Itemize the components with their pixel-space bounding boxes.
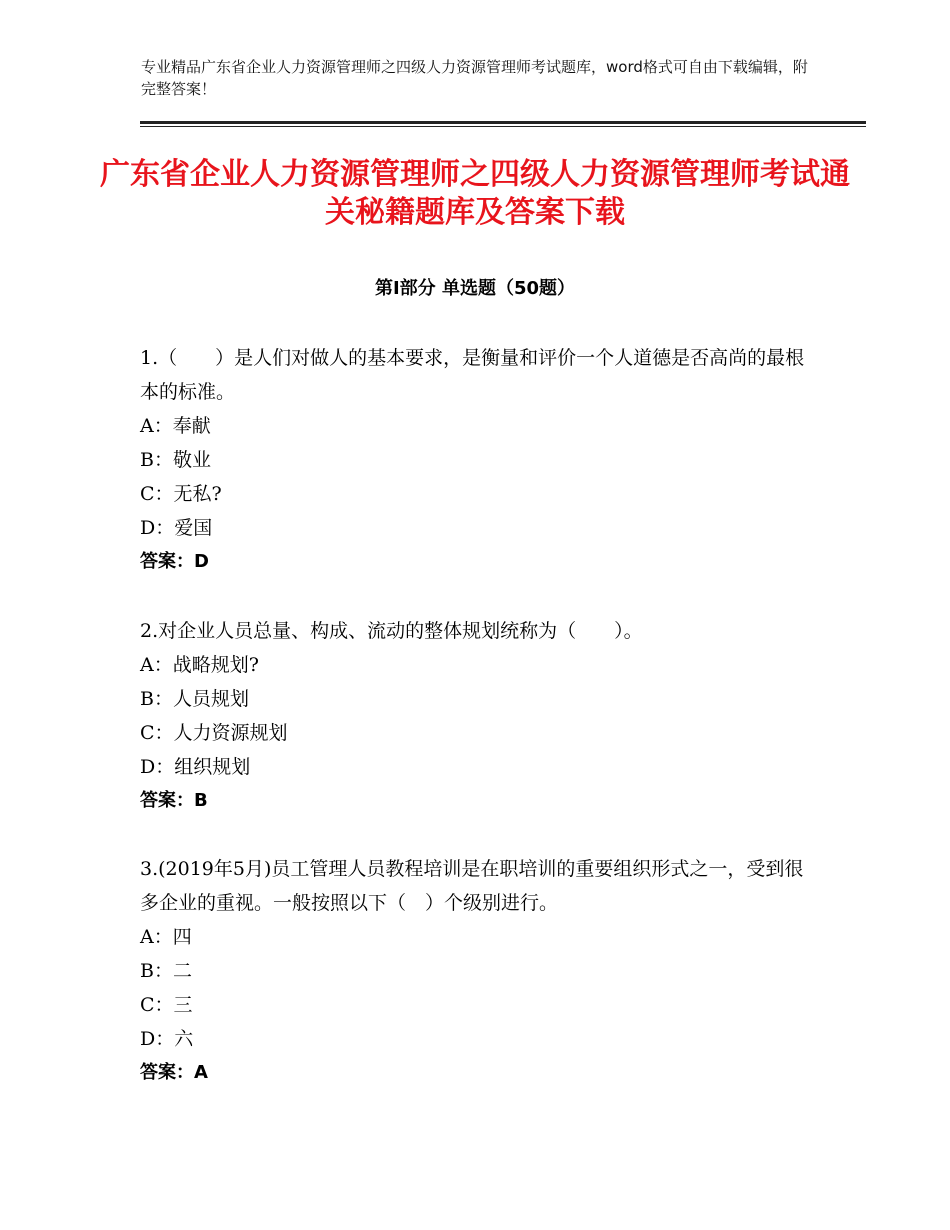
option-c: C：人力资源规划 (140, 722, 288, 744)
option-b: B：敬业 (140, 449, 211, 471)
header-rule-thick (140, 121, 866, 124)
question-text: 1.（ ）是人们对做人的基本要求，是衡量和评价一个人道德是否高尚的最根本的标准。 (140, 347, 805, 403)
section-heading: 第Ⅰ部分 单选题（50题） (374, 278, 575, 299)
answer-line: 答案：B (140, 790, 208, 811)
option-a: A：奉献 (140, 415, 211, 437)
question-3 (140, 852, 820, 1090)
option-d: D：六 (140, 1028, 194, 1050)
question-text: 2.对企业人员总量、构成、流动的整体规划统称为（ ）。 (140, 620, 643, 642)
option-c: C：无私? (140, 483, 222, 505)
option-a: A：战略规划? (140, 654, 259, 676)
option-d: D：爱国 (140, 517, 213, 539)
answer-line: 答案：D (140, 551, 209, 572)
option-c: C：三 (140, 994, 193, 1016)
question-2 (140, 614, 820, 818)
option-b: B：二 (140, 960, 192, 982)
option-d: D：组织规划 (140, 756, 251, 778)
answer-line: 答案：A (140, 1062, 208, 1083)
option-a: A：四 (140, 926, 192, 948)
header-note: 专业精品广东省企业人力资源管理师之四级人力资源管理师考试题库，word格式可自由下载编辑，附完整答案！ (141, 58, 808, 98)
option-b: B：人员规划 (140, 688, 249, 710)
question-text: 3.(2019年5月)员工管理人员教程培训是在职培训的重要组织形式之一，受到很多企业的重视。一般按照以下（ ）个级别进行。 (140, 858, 804, 914)
question-1 (140, 341, 820, 579)
header-rule-thin (140, 126, 866, 127)
document-title: 广东省企业人力资源管理师之四级人力资源管理师考试通关秘籍题库及答案下载 (100, 157, 850, 230)
